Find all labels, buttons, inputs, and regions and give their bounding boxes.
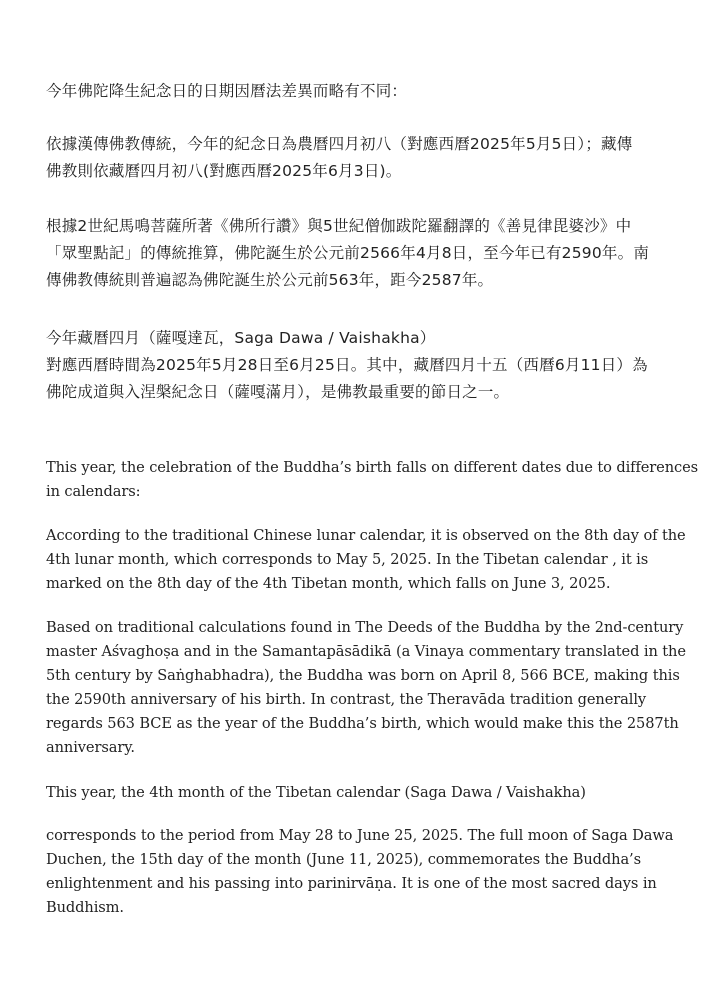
text-line: 根據2世紀馬鳴菩薩所著《佛所行讚》與5世紀僧伽跋陀羅翻譯的《善見律毘婆沙》中 [46, 217, 632, 235]
text-line: enlightenment and his passing into parinirvāṇa. It is one of the most sacred days in [46, 875, 657, 892]
chinese-paragraph-intro [46, 78, 674, 105]
english-paragraph-saga-dawa-heading [46, 781, 674, 805]
english-paragraph-saga-dawa-details [46, 824, 674, 920]
text-line: the 2590th anniversary of his birth. In contrast, the Theravāda tradition generally [46, 691, 647, 708]
chinese-paragraph-calculation [46, 213, 674, 294]
text-line: Buddhism. [46, 899, 124, 916]
text-line: 「眾聖點記」的傳統推算，佛陀誕生於公元前2566年4月8日，至今年已有2590年。南 [46, 244, 650, 262]
text-line: 佛教則依藏曆四月初八(對應西曆2025年6月3日)。 [46, 162, 402, 180]
text-line: regards 563 BCE as the year of the Buddha’s birth, which would make this the 2587th [46, 715, 679, 732]
text-line: 佛陀成道與入涅槃紀念日（薩嘎滿月），是佛教最重要的節日之一。 [46, 383, 510, 401]
text-line: master Aśvaghoṣa and in the Samantapāsādikā (a Vinaya commentary translated in the [46, 643, 686, 660]
chinese-paragraph-saga-dawa [46, 325, 674, 406]
text-line: 傳佛教傳統則普遍認為佛陀誕生於公元前563年，距今2587年。 [46, 271, 494, 289]
english-paragraph-dates [46, 524, 686, 596]
text-line: 依據漢傳佛教傳統，今年的紀念日為農曆四月初八（對應西曆2025年5月5日）；藏傳 [46, 135, 633, 153]
text-line: Duchen, the 15th day of the month (June 11, 2025), commemorates the Buddha’s [46, 851, 641, 868]
english-paragraph-intro [46, 456, 699, 504]
text-line: in calendars: [46, 483, 141, 500]
text-line: 對應西曆時間為2025年5月28日至6月25日。其中，藏曆四月十五（西曆6月11日）為 [46, 356, 648, 374]
text-line: 4th lunar month, which corresponds to May 5, 2025. In the Tibetan calendar , it is [46, 551, 649, 568]
text-line: anniversary. [46, 739, 135, 756]
english-paragraph-calculation [46, 616, 686, 760]
text-line: corresponds to the period from May 28 to June 25, 2025. The full moon of Saga Dawa [46, 827, 674, 844]
text-line: marked on the 8th day of the 4th Tibetan month, which falls on June 3, 2025. [46, 575, 611, 592]
chinese-paragraph-dates [46, 131, 674, 185]
text-line: 5th century by Saṅghabhadra), the Buddha was born on April 8, 566 BCE, making this [46, 667, 680, 684]
text-line: This year, the celebration of the Buddha’s birth falls on different dates due to differences [46, 459, 699, 476]
text-line: Based on traditional calculations found in The Deeds of the Buddha by the 2nd-century [46, 619, 684, 636]
text-line: According to the traditional Chinese lunar calendar, it is observed on the 8th day of the [46, 527, 686, 544]
text-line: 今年佛陀降生紀念日的日期因曆法差異而略有不同： [46, 82, 408, 100]
text-line: 今年藏曆四月（薩嘎達瓦，Saga Dawa / Vaishakha） [46, 329, 436, 347]
text-line: This year, the 4th month of the Tibetan calendar (Saga Dawa / Vaishakha) [46, 784, 586, 801]
